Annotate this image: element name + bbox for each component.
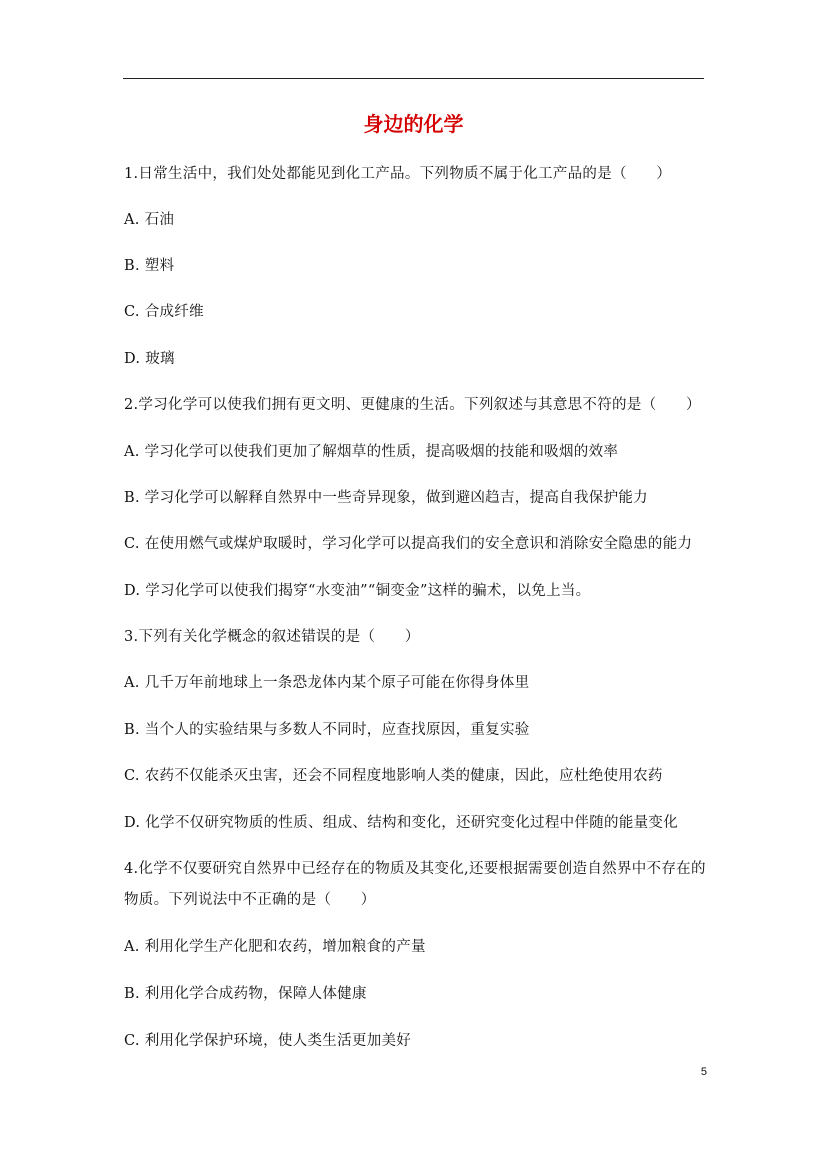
question-3-option-a: A. 几千万年前地球上一条恐龙体内某个原子可能在你得身体里 [124, 675, 530, 691]
document-title: 身边的化学 [363, 112, 464, 136]
question-1-option-b: B. 塑料 [124, 258, 175, 274]
question-4-option-c: C. 利用化学保护环境，使人类生活更加美好 [124, 1033, 412, 1049]
question-4-stem-line-2: 物质。下列说法中不正确的是（ ） [124, 892, 376, 908]
question-3-stem: 3.下列有关化学概念的叙述错误的是（ ） [124, 629, 420, 645]
question-2-option-c: C. 在使用燃气或煤炉取暖时，学习化学可以提高我们的安全意识和消除安全隐患的能力 [124, 536, 693, 552]
question-1-stem: 1.日常生活中，我们处处都能见到化工产品。下列物质不属于化工产品的是（ ） [124, 166, 672, 182]
question-2-option-d: D. 学习化学可以使我们揭穿“水变油”“铜变金”这样的骗术，以免上当。 [124, 583, 591, 599]
question-1-option-c: C. 合成纤维 [124, 304, 204, 320]
question-4-stem-line-1: 4.化学不仅要研究自然界中已经存在的物质及其变化,还要根据需要创造自然界中不存在的 [124, 861, 706, 877]
question-4-option-b: B. 利用化学合成药物，保障人体健康 [124, 986, 367, 1002]
question-3-option-b: B. 当个人的实验结果与多数人不同时，应查找原因，重复实验 [124, 722, 530, 738]
question-3-option-c: C. 农药不仅能杀灭虫害，还会不同程度地影响人类的健康，因此，应杜绝使用农药 [124, 768, 663, 784]
question-3-option-d: D. 化学不仅研究物质的性质、组成、结构和变化，还研究变化过程中伴随的能量变化 [124, 815, 679, 831]
question-2-option-b: B. 学习化学可以解释自然界中一些奇异现象，做到避凶趋吉，提高自我保护能力 [124, 490, 648, 506]
question-1-option-d: D. 玻璃 [124, 351, 175, 367]
question-4-option-a: A. 利用化学生产化肥和农药，增加粮食的产量 [124, 939, 426, 955]
header-rule [123, 78, 704, 79]
question-2-stem: 2.学习化学可以使我们拥有更文明、更健康的生活。下列叙述与其意思不符的是（ ） [124, 397, 701, 413]
question-2-option-a: A. 学习化学可以使我们更加了解烟草的性质，提高吸烟的技能和吸烟的效率 [124, 444, 619, 460]
page-number: 5 [700, 1066, 707, 1078]
question-1-option-a: A. 石油 [124, 212, 175, 228]
